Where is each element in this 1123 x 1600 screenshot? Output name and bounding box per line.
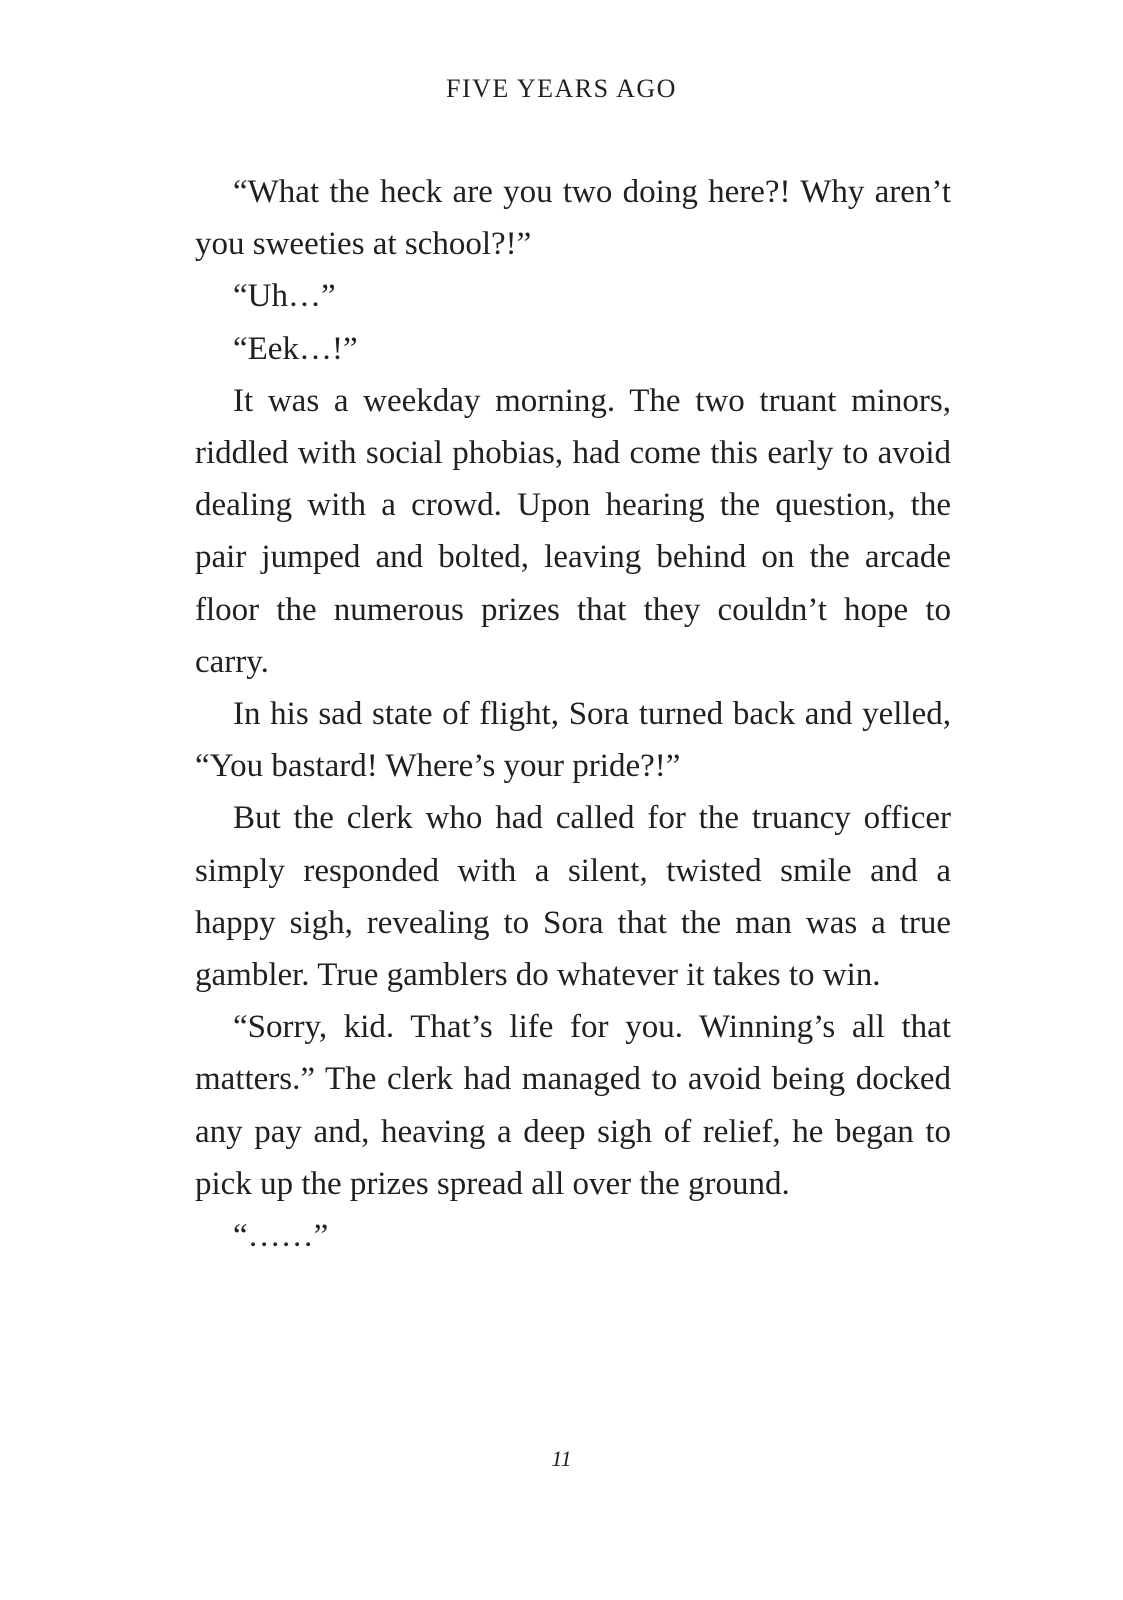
running-head: FIVE YEARS AGO bbox=[446, 74, 677, 103]
paragraph: “……” bbox=[233, 1218, 329, 1255]
paragraph: “Uh…” bbox=[233, 278, 336, 315]
body-text bbox=[195, 166, 951, 1262]
page-number: 11 bbox=[551, 1446, 572, 1471]
paragraph: It was a weekday morning. The two truant minors, riddled with social phobias, had come this early to avoid dealing with a crowd. Upon hearing the question, the pair jumped and bolted, leaving behind on the arcade floor the numerous prizes that they couldn’t hope to carry. bbox=[195, 382, 951, 680]
paragraph: But the clerk who had called for the truancy officer simply responded with a silent, twisted smile and a happy sigh, revealing to Sora that the man was a true gambler. True gamblers do whatever it takes to win. bbox=[195, 800, 951, 994]
paragraph: In his sad state of flight, Sora turned back and yelled, “You bastard! Where’s your pride?!” bbox=[195, 696, 951, 785]
paragraph: “Eek…!” bbox=[233, 330, 358, 367]
paragraph: “Sorry, kid. That’s life for you. Winning’s all that matters.” The clerk had managed to avoid being docked any pay and, heaving a deep sigh of relief, he began to pick up the prizes spread all over the ground. bbox=[195, 1009, 951, 1202]
paragraph: “What the heck are you two doing here?! Why aren’t you sweeties at school?!” bbox=[195, 174, 951, 263]
